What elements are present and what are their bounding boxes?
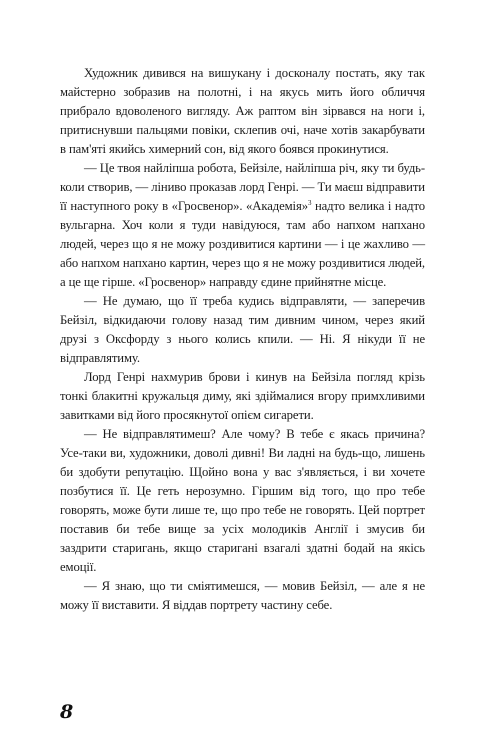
paragraph-1: Художник дивився на вишукану і досконалу постать, яку так майстерно зобразив на полотні, і на якусь мить його обличчя прибрало вдоволеного вигляду. Аж раптом він зірвався на ноги і, притиснувши пальцями повіки, склепив очі, наче хотів закарбувати в пам'яті якийсь химерний сон, від якого боявся прокинутися. — [60, 66, 425, 156]
page-number: 8 — [60, 701, 74, 723]
paragraph-2 — [60, 159, 425, 292]
paragraph-3: — Не думаю, що її треба кудись відправляти, — заперечив Бейзіл, відкидаючи голову назад тим дивним чином, через який друзі з Оксфорду з нього колись кпили. — Ні. Я нікуди її не відправлятиму. — [60, 294, 425, 365]
footnote-marker: 3 — [307, 198, 312, 207]
paragraph-4: Лорд Генрі нахмурив брови і кинув на Бейзіла погляд крізь тонкі блакитні кружальця диму, які здіймалися вгору примхливими завитками від його просякнутої опієм сигарети. — [60, 370, 425, 422]
paragraph-2-text-before: — Це твоя найліпша робота, Бейзіле, найліпша річ, яку ти будь-коли створив, — ліниво проказав лорд Генрі. — Ти маєш відправити її наступного року в «Гросвенор». «Академія» — [60, 161, 425, 213]
paragraph-2-text-after: надто велика і надто вульгарна. Хоч коли я туди навідуюся, там або напхом напхано людей, через що я не можу роздивитися картини — і це жахливо — або напхом напхано картин, через що я не можу роздивитися людей, а це ще гірше. «Гросвенор» направду єдине прийнятне місце. — [60, 199, 425, 289]
paragraph-6: — Я знаю, що ти сміятимешся, — мовив Бейзіл, — але я не можу її виставити. Я віддав портрету частину себе. — [60, 579, 425, 612]
paragraph-5: — Не відправлятимеш? Але чому? В тебе є якась причина? Усе-таки ви, художники, доволі дивні! Ви ладні на будь-що, лишень би здобути репутацію. Щойно вона у вас з'являється, і ви хочете позбутися її. Це геть нерозумно. Гіршим від того, що про тебе говорять, може бути лише те, що про тебе не говорять. Цей портрет поставив би тебе вище за усіх молодиків Англії і змусив би заздрити старигань, якщо старигані взагалі здатні бодай на якісь емоції. — [60, 427, 425, 574]
page-body — [60, 64, 425, 615]
